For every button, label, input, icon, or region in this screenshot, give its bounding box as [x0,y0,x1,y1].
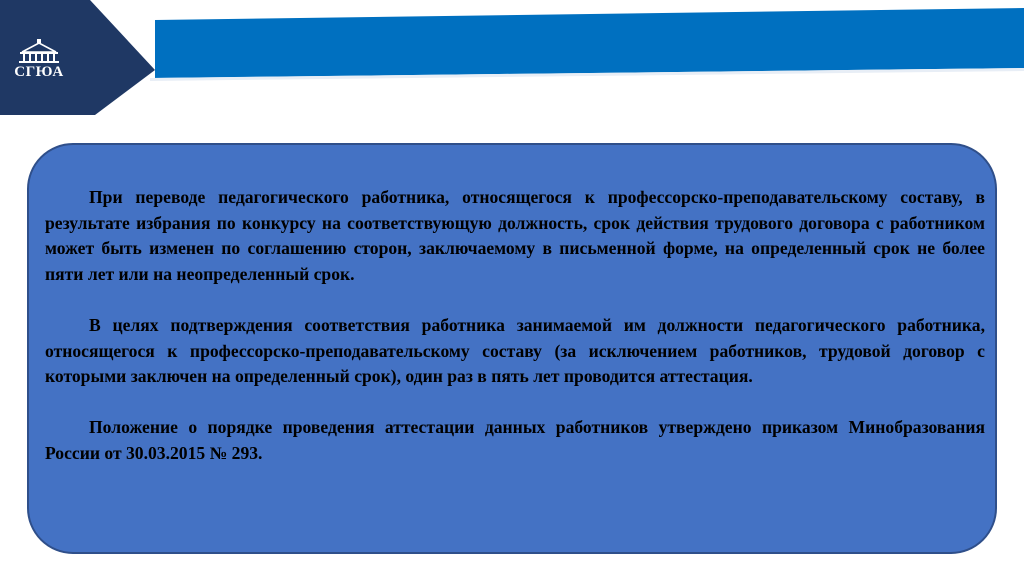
logo-text: СГЮА [14,64,64,80]
paragraph-regulation: Положение о порядке проведения аттестации данных работников утверждено приказом Минобразования России от 30.03.2015 № 293. [45,417,985,463]
paragraph-attestation: В целях подтверждения соответствия работника занимаемой им должности педагогического работника, относящегося к профессорско-преподавательскому составу (за исключением работников, трудовой договор с которыми заключен на определенный срок), один раз в пять лет проводится аттестация. [45,314,985,387]
building-emblem-icon [10,38,68,64]
content-box [27,143,997,554]
paragraph-transfer: При переводе педагогического работника, относящегося к профессорско-преподавательскому составу, в результате избрания по конкурсу на соответствующую должность, срок действия трудового договора с работником может быть изменен по соглашению сторон, заключаемому в письменной форме, на определенный срок не более пяти лет или на неопределенный срок. [45,187,985,284]
logo [10,38,68,88]
text-area [45,185,985,467]
header-band [0,0,1024,120]
